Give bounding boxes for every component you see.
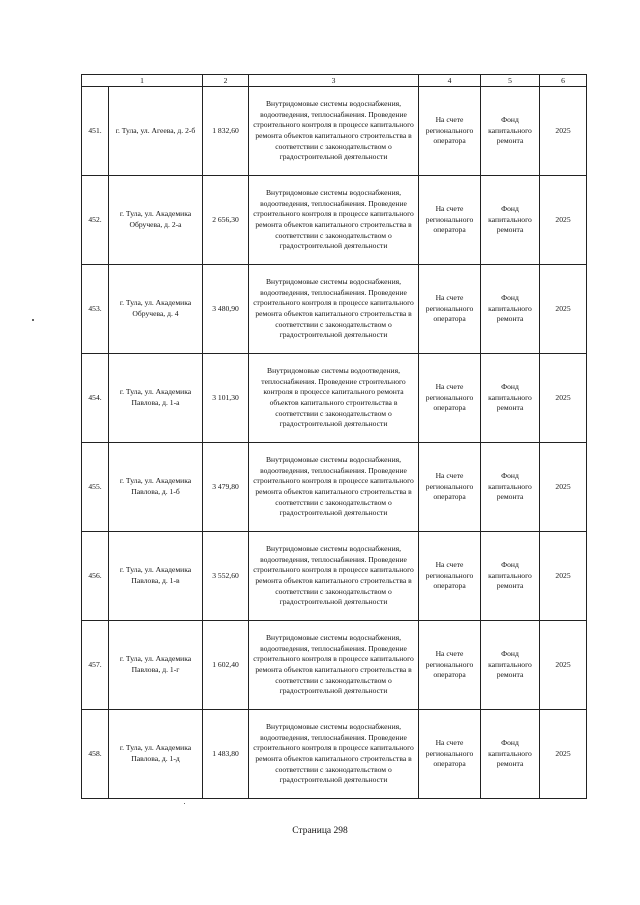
column-header-1: 1	[82, 75, 203, 87]
row-number: 457.	[82, 621, 109, 710]
funding-source-cell: Фонд капитального ремонта	[481, 176, 540, 265]
works-description-cell: Внутридомовые системы водоснабжения, водоотведения, теплоснабжения. Проведение строительного контроля в процессе капитального ремонта объектов капитального строительства в соответствии с законодательством о градостроительной деятельности	[249, 621, 419, 710]
row-number: 453.	[82, 265, 109, 354]
area-cell: 1 602,40	[203, 621, 249, 710]
year-cell: 2025	[540, 265, 587, 354]
area-cell: 3 101,30	[203, 354, 249, 443]
account-cell: На счете регионального оператора	[419, 443, 481, 532]
area-cell: 2 656,30	[203, 176, 249, 265]
account-cell: На счете регионального оператора	[419, 354, 481, 443]
table-row	[82, 265, 587, 354]
table-row	[82, 176, 587, 265]
works-description-cell: Внутридомовые системы водоснабжения, водоотведения, теплоснабжения. Проведение строительного контроля в процессе капитального ремонта объектов капитального строительства в соответствии с законодательством о градостроительной деятельности	[249, 532, 419, 621]
account-cell: На счете регионального оператора	[419, 265, 481, 354]
page-number-label: Страница 298	[292, 826, 348, 836]
column-header-2: 2	[203, 75, 249, 87]
address-cell: г. Тула, ул. Академика Павлова, д. 1-д	[109, 710, 203, 799]
funding-source-cell: Фонд капитального ремонта	[481, 532, 540, 621]
address-cell: г. Тула, ул. Агеева, д. 2-б	[109, 87, 203, 176]
area-cell: 3 479,80	[203, 443, 249, 532]
row-number: 458.	[82, 710, 109, 799]
address-cell: г. Тула, ул. Академика Павлова, д. 1-б	[109, 443, 203, 532]
account-cell: На счете регионального оператора	[419, 621, 481, 710]
row-number: 454.	[82, 354, 109, 443]
funding-source-cell: Фонд капитального ремонта	[481, 443, 540, 532]
row-number: 456.	[82, 532, 109, 621]
account-cell: На счете регионального оператора	[419, 87, 481, 176]
column-header-6: 6	[540, 75, 587, 87]
area-cell: 1 483,80	[203, 710, 249, 799]
year-cell: 2025	[540, 176, 587, 265]
row-number: 455.	[82, 443, 109, 532]
account-cell: На счете регионального оператора	[419, 710, 481, 799]
address-cell: г. Тула, ул. Академика Обручева, д. 2-а	[109, 176, 203, 265]
account-cell: На счете регионального оператора	[419, 176, 481, 265]
column-header-5: 5	[481, 75, 540, 87]
works-description-cell: Внутридомовые системы водоснабжения, водоотведения, теплоснабжения. Проведение строительного контроля в процессе капитального ремонта объектов капитального строительства в соответствии с законодательством о градостроительной деятельности	[249, 87, 419, 176]
row-number: 451.	[82, 87, 109, 176]
table-row	[82, 354, 587, 443]
year-cell: 2025	[540, 87, 587, 176]
scan-speck	[184, 803, 185, 804]
repair-registry-table	[81, 74, 587, 799]
table-row	[82, 532, 587, 621]
table-row	[82, 443, 587, 532]
area-cell: 3 480,90	[203, 265, 249, 354]
address-cell: г. Тула, ул. Академика Павлова, д. 1-в	[109, 532, 203, 621]
funding-source-cell: Фонд капитального ремонта	[481, 354, 540, 443]
works-description-cell: Внутридомовые системы водоотведения, теплоснабжения. Проведение строительного контроля в процессе капитального ремонта объектов капитального строительства в соответствии с законодательством о градостроительной деятельности	[249, 354, 419, 443]
works-description-cell: Внутридомовые системы водоснабжения, водоотведения, теплоснабжения. Проведение строительного контроля в процессе капитального ремонта объектов капитального строительства в соответствии с законодательством о градостроительной деятельности	[249, 443, 419, 532]
funding-source-cell: Фонд капитального ремонта	[481, 87, 540, 176]
address-cell: г. Тула, ул. Академика Павлова, д. 1-г	[109, 621, 203, 710]
area-cell: 3 552,60	[203, 532, 249, 621]
address-cell: г. Тула, ул. Академика Обручева, д. 4	[109, 265, 203, 354]
scan-speck	[32, 319, 34, 321]
funding-source-cell: Фонд капитального ремонта	[481, 621, 540, 710]
funding-source-cell: Фонд капитального ремонта	[481, 710, 540, 799]
table-row	[82, 621, 587, 710]
area-cell: 1 832,60	[203, 87, 249, 176]
works-description-cell: Внутридомовые системы водоснабжения, водоотведения, теплоснабжения. Проведение строительного контроля в процессе капитального ремонта объектов капитального строительства в соответствии с законодательством о градостроительной деятельности	[249, 265, 419, 354]
address-cell: г. Тула, ул. Академика Павлова, д. 1-а	[109, 354, 203, 443]
account-cell: На счете регионального оператора	[419, 532, 481, 621]
works-description-cell: Внутридомовые системы водоснабжения, водоотведения, теплоснабжения. Проведение строительного контроля в процессе капитального ремонта объектов капитального строительства в соответствии с законодательством о градостроительной деятельности	[249, 176, 419, 265]
column-header-3: 3	[249, 75, 419, 87]
year-cell: 2025	[540, 354, 587, 443]
column-number-header-row	[82, 75, 587, 87]
table-row	[82, 710, 587, 799]
table-row	[82, 87, 587, 176]
year-cell: 2025	[540, 621, 587, 710]
row-number: 452.	[82, 176, 109, 265]
column-header-4: 4	[419, 75, 481, 87]
year-cell: 2025	[540, 443, 587, 532]
funding-source-cell: Фонд капитального ремонта	[481, 265, 540, 354]
year-cell: 2025	[540, 532, 587, 621]
year-cell: 2025	[540, 710, 587, 799]
works-description-cell: Внутридомовые системы водоснабжения, водоотведения, теплоснабжения. Проведение строительного контроля в процессе капитального ремонта объектов капитального строительства в соответствии с законодательством о градостроительной деятельности	[249, 710, 419, 799]
